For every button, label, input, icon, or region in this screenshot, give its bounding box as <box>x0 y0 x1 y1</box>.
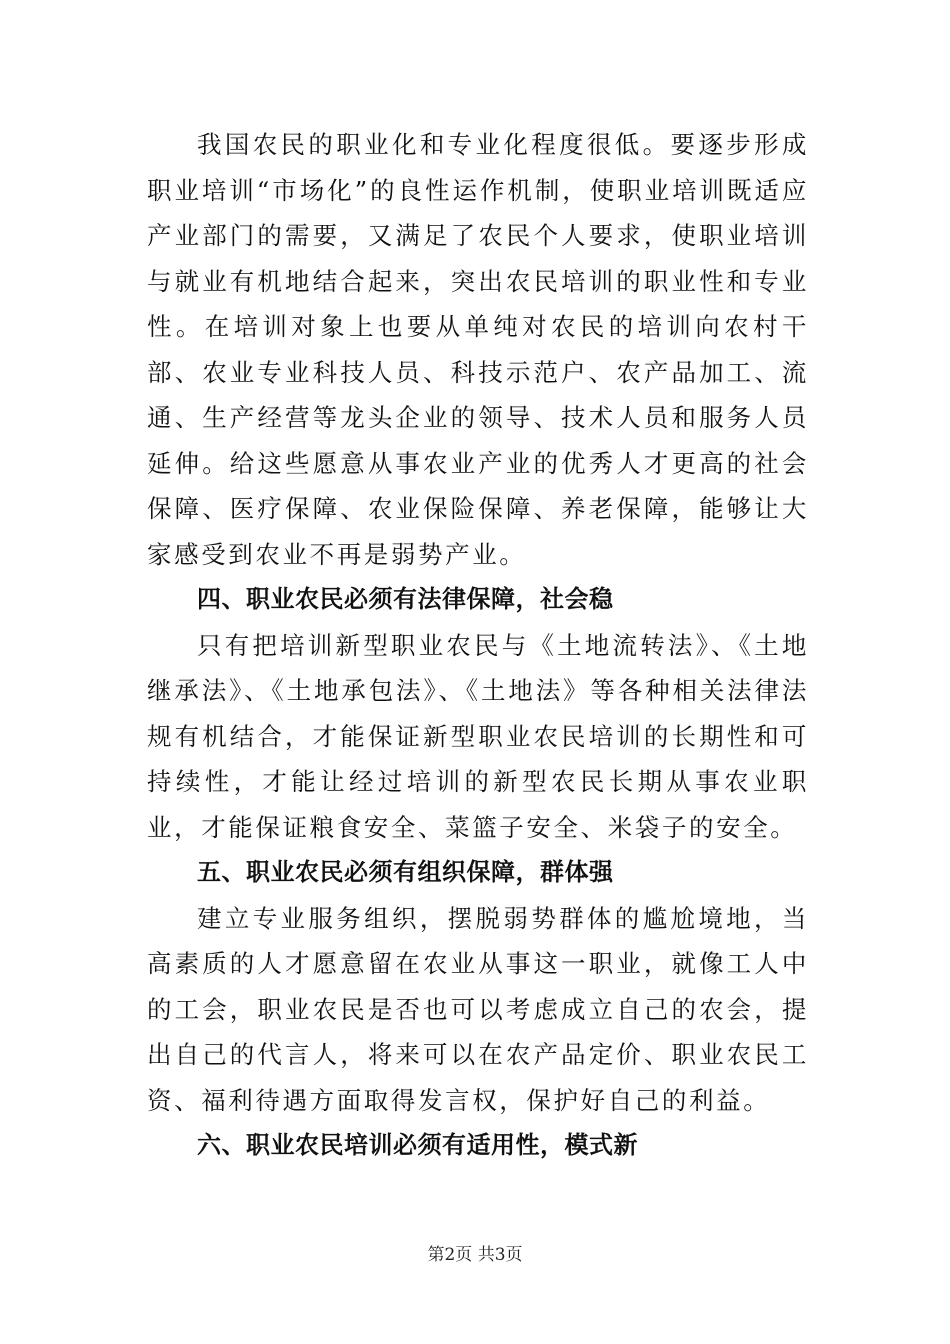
section-heading-four: 四、职业农民必须有法律保障，社会稳 <box>197 585 614 613</box>
paragraph-organization: 建立专业服务组织，摆脱弱势群体的尴尬境地，当高素质的人才愿意留在农业从事这一职业，就像工人中的工会，职业农民是否也可以考虑成立自己的农会，提出自己的代言人，将来可以在农产品定价、职业农民工资、福利待遇方面取得发言权，保护好自己的利益。 <box>147 903 809 1115</box>
section-heading-five: 五、职业农民必须有组织保障，群体强 <box>197 858 614 886</box>
document-body <box>147 122 809 1169</box>
paragraph-vocational-training: 我国农民的职业化和专业化程度很低。要逐步形成职业培训“市场化”的良性运作机制，使职业培训既适应产业部门的需要，又满足了农民个人要求，使职业培训与就业有机地结合起来，突出农民培训的职业性和专业性。在培训对象上也要从单纯对农民的培训向农村干部、农业专业科技人员、科技示范户、农产品加工、流通、生产经营等龙头企业的领导、技术人员和服务人员延伸。给这些愿意从事农业产业的优秀人才更高的社会保障、医疗保障、农业保险保障、养老保障，能够让大家感受到农业不再是弱势产业。 <box>147 130 809 569</box>
paragraph-legal-protection: 只有把培训新型职业农民与《土地流转法》、《土地继承法》、《土地承包法》、《土地法》等各种相关法律法规有机结合，才能保证新型职业农民培训的长期性和可持续性，才能让经过培训的新型农民长期从事农业职业，才能保证粮食安全、菜篮子安全、米袋子的安全。 <box>147 630 809 842</box>
section-heading-six: 六、职业农民培训必须有适用性，模式新 <box>197 1131 638 1159</box>
page-number-footer: 第2页 共3页 <box>427 1245 523 1265</box>
